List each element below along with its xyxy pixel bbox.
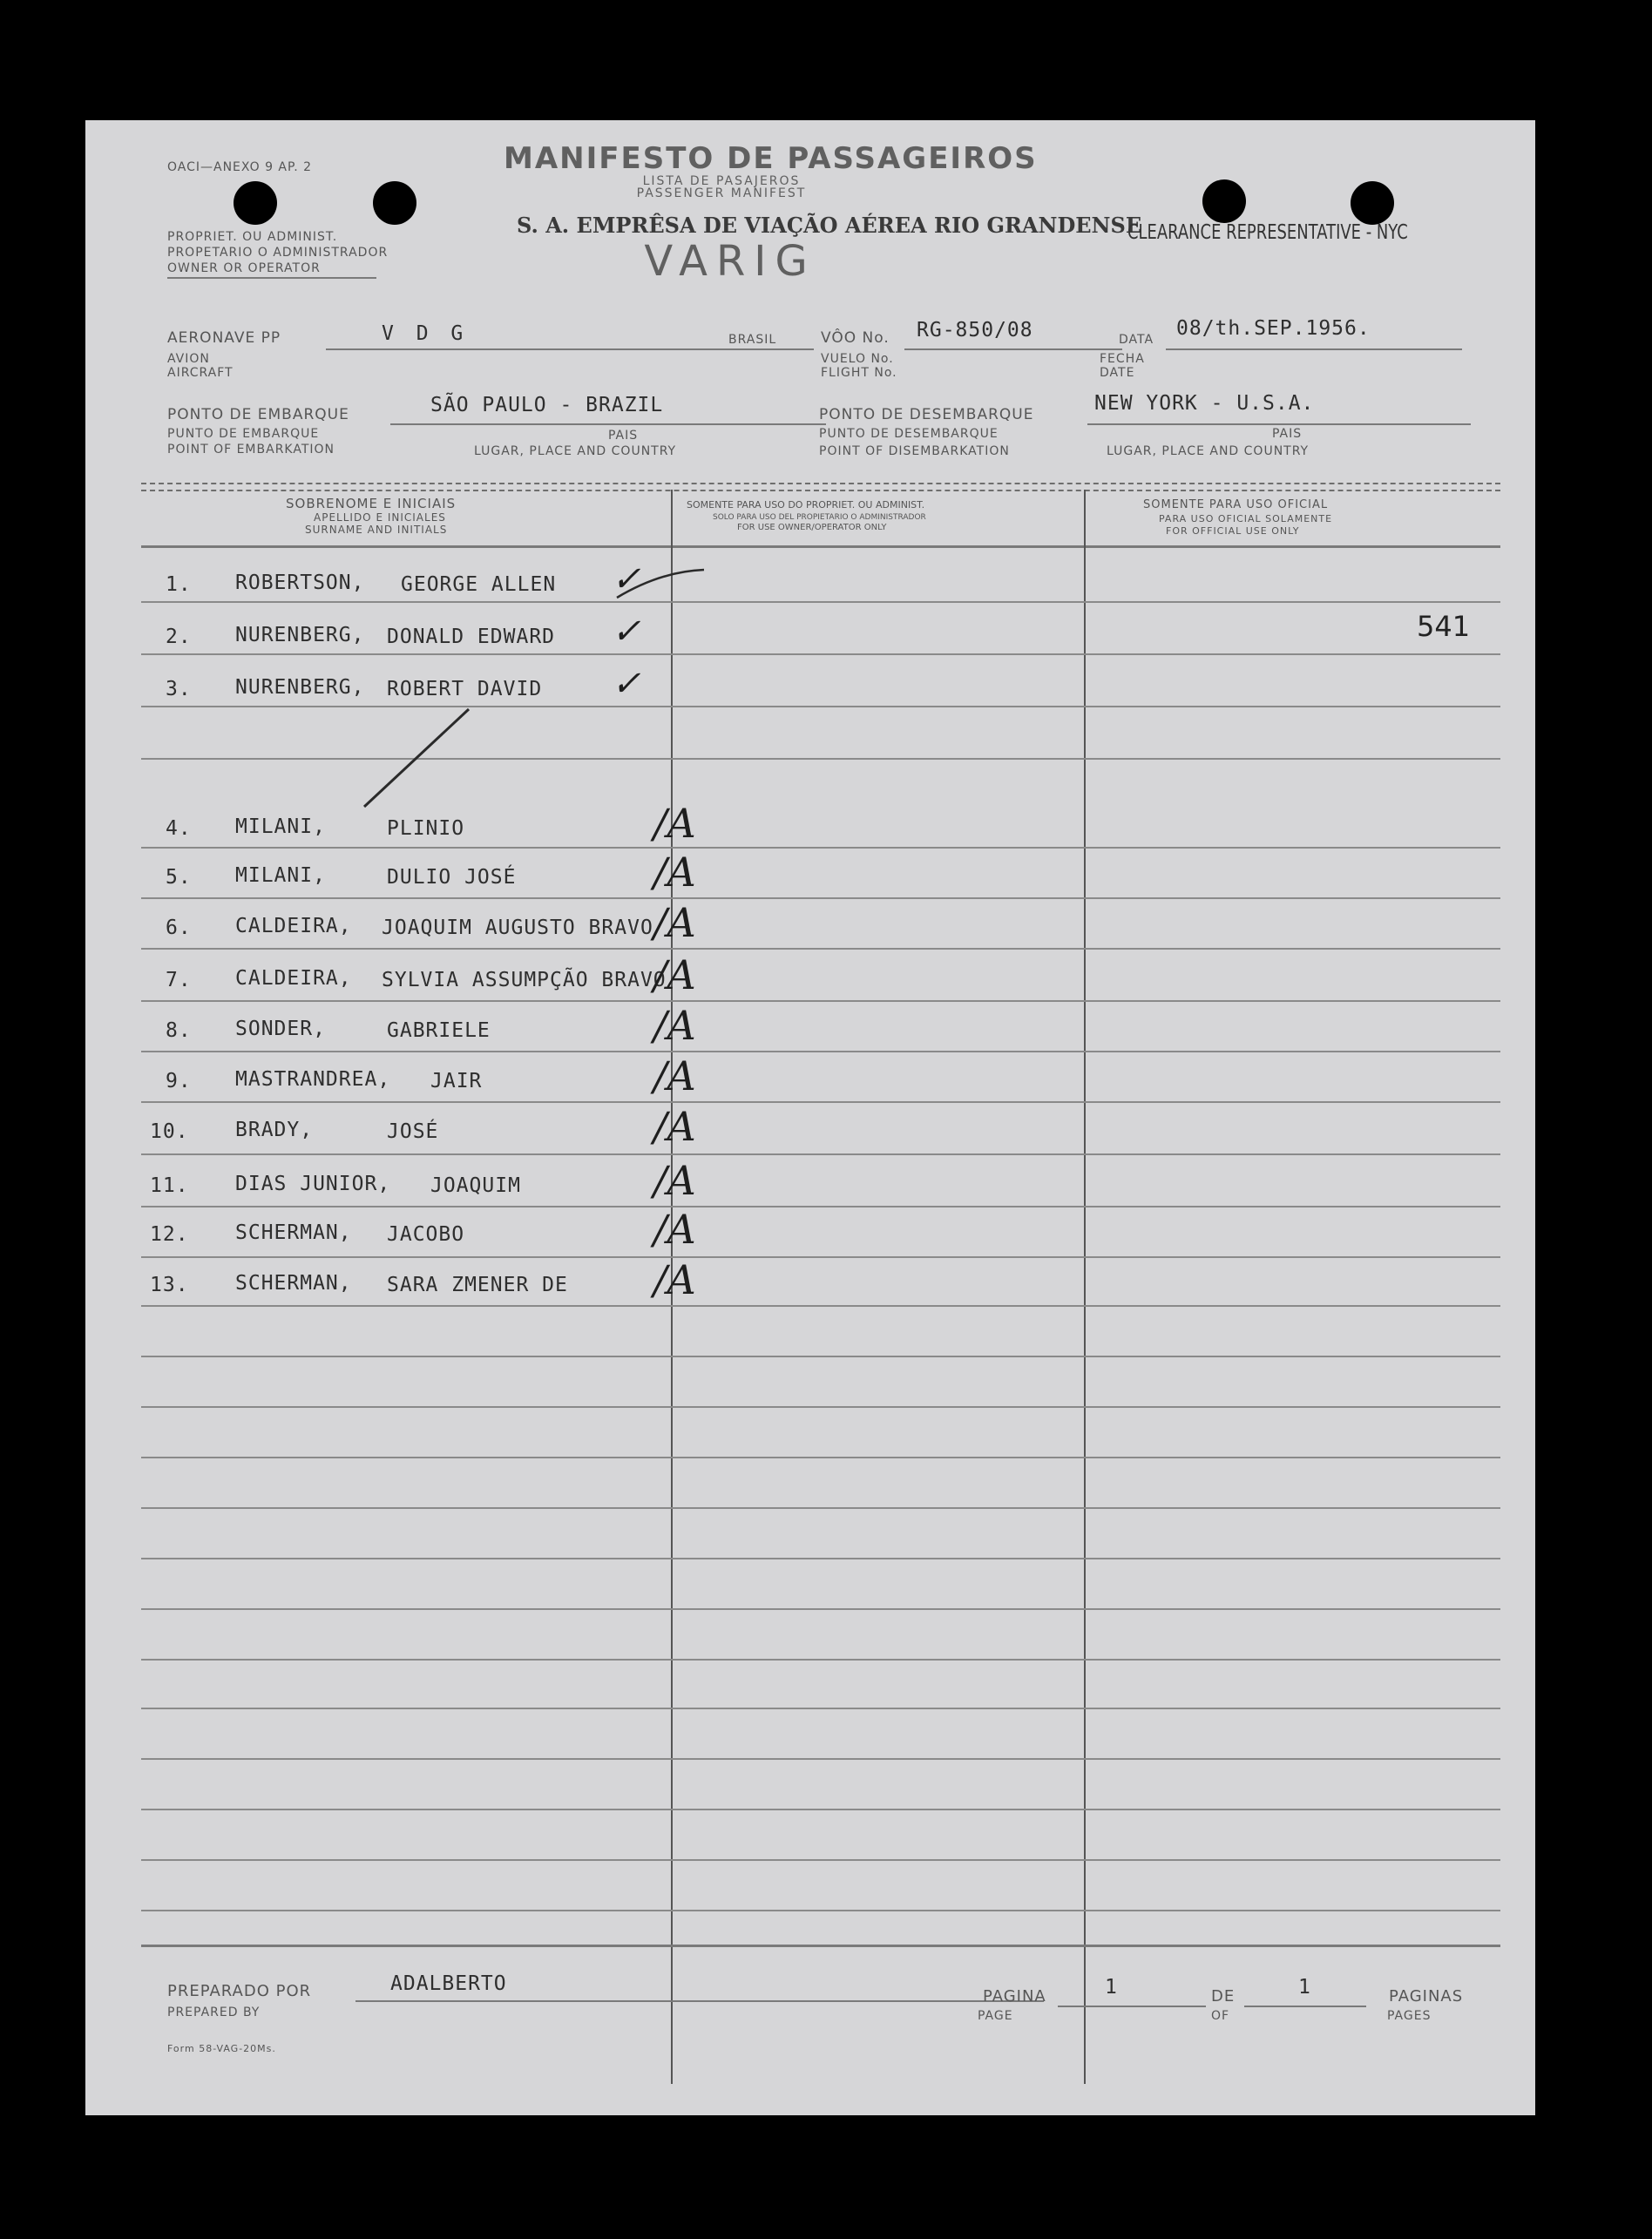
approval-mark: /A: [653, 1256, 696, 1303]
col2-header-pt: SOMENTE PARA USO DO PROPRIET. OU ADMINIST.: [687, 499, 925, 511]
passenger-row: [85, 1206, 1535, 1258]
approval-mark: /A: [653, 951, 696, 998]
passenger-row: [85, 849, 1535, 901]
passenger-surname: DIAS JUNIOR,: [235, 1173, 391, 1195]
row-rule: [141, 1558, 1500, 1559]
passenger-number: 8.: [166, 1019, 192, 1042]
manifest-subtitle-es: LISTA DE PASAJEROS: [642, 174, 801, 188]
passenger-row: [85, 612, 1535, 660]
row-rule: [141, 1406, 1500, 1408]
embark-sub-country: PAIS: [608, 429, 639, 443]
col1-header-en: SURNAME AND INITIALS: [305, 524, 448, 536]
form-code: Form 58-VAG-20Ms.: [167, 2043, 276, 2054]
passenger-row: [85, 899, 1535, 951]
flight-label-en: FLIGHT No.: [821, 366, 897, 380]
aircraft-label-es: AVION: [167, 352, 210, 366]
passenger-number: 2.: [166, 626, 192, 648]
passenger-given-names: DONALD EDWARD: [387, 626, 556, 648]
owner-label-pt: PROPRIET. OU ADMINIST.: [167, 230, 338, 244]
row-rule: [141, 1758, 1500, 1760]
check-mark: ✓: [612, 612, 641, 652]
stamp-number: 541: [1417, 610, 1471, 643]
passenger-surname: ROBERTSON,: [235, 572, 365, 594]
row-rule: [141, 1859, 1500, 1861]
row-rule: [141, 1910, 1500, 1911]
col2-header-es: SOLO PARA USO DEL PROPIETARIO O ADMINISTRADOR: [713, 513, 926, 522]
prepared-label: PREPARADO POR: [167, 1982, 312, 2000]
table-top-rule-1: [141, 483, 1500, 484]
aircraft-label: AERONAVE PP: [167, 329, 281, 347]
passenger-row: [85, 800, 1535, 852]
passenger-row: [85, 664, 1535, 713]
passenger-surname: SCHERMAN,: [235, 1272, 352, 1295]
passenger-given-names: DULIO JOSÉ: [387, 866, 517, 889]
passenger-surname: BRADY,: [235, 1119, 314, 1141]
pages-label: PAGINAS: [1389, 1987, 1464, 2006]
row-rule: [141, 758, 1500, 760]
passenger-surname: SONDER,: [235, 1018, 326, 1040]
disembark-sub-place: LUGAR, PLACE AND COUNTRY: [1107, 444, 1310, 458]
table-header-bottom-rule: [141, 545, 1500, 548]
disembark-label-en: POINT OF DISEMBARKATION: [819, 444, 1010, 458]
passenger-given-names: SYLVIA ASSUMPÇÃO BRAVO: [382, 969, 667, 991]
passenger-row: [85, 1256, 1535, 1309]
col2-header-en: FOR USE OWNER/OPERATOR ONLY: [737, 523, 887, 532]
date-label-es: FECHA: [1100, 352, 1145, 366]
approval-mark: /A: [653, 1052, 696, 1099]
flight-label: VÔO No.: [821, 329, 890, 347]
row-rule: [141, 1659, 1500, 1661]
passenger-given-names: SARA ZMENER DE: [387, 1274, 568, 1296]
page-label-en: PAGE: [978, 2009, 1013, 2023]
col1-header-pt: SOBRENOME E INICIAIS: [286, 496, 457, 511]
passenger-surname: NURENBERG,: [235, 624, 365, 646]
passenger-given-names: JAIR: [430, 1070, 483, 1092]
country-label: BRASIL: [728, 333, 777, 347]
passenger-row: [85, 559, 1535, 608]
date-label: DATA: [1119, 333, 1154, 347]
row-rule: [141, 1608, 1500, 1610]
row-rule: [141, 1809, 1500, 1810]
disembark-value: NEW YORK - U.S.A.: [1094, 392, 1315, 415]
passenger-row: [85, 1052, 1535, 1105]
approval-mark: /A: [653, 849, 696, 896]
passenger-surname: SCHERMAN,: [235, 1221, 352, 1244]
embark-sub-place: LUGAR, PLACE AND COUNTRY: [474, 444, 677, 458]
manifest-sheet: [85, 120, 1535, 2115]
company-name: S. A. EMPRÊSA DE VIAÇÃO AÉREA RIO GRANDENSE: [517, 213, 1142, 238]
date-value: 08/th.SEP.1956.: [1176, 317, 1371, 340]
check-tail-mark: [608, 563, 713, 615]
passenger-number: 10.: [150, 1120, 189, 1143]
embark-label-en: POINT OF EMBARKATION: [167, 443, 335, 457]
passenger-number: 5.: [166, 866, 192, 889]
approval-mark: /A: [653, 800, 696, 847]
col3-header-es: PARA USO OFICIAL SOLAMENTE: [1159, 513, 1333, 524]
table-top-rule-2: [141, 490, 1500, 491]
passenger-given-names: GEORGE ALLEN: [401, 573, 557, 596]
row-rule: [141, 1356, 1500, 1357]
col3-header-en: FOR OFFICIAL USE ONLY: [1166, 525, 1300, 537]
passenger-row: [85, 1002, 1535, 1054]
col3-header-pt: SOMENTE PARA USO OFICIAL: [1143, 498, 1329, 511]
manifest-title: MANIFESTO DE PASSAGEIROS: [504, 141, 1038, 176]
punch-hole-right-1: [1202, 179, 1246, 223]
approval-mark: /A: [653, 1103, 696, 1150]
passenger-given-names: PLINIO: [387, 817, 465, 840]
page-value: 1: [1105, 1976, 1118, 1999]
passenger-number: 7.: [166, 969, 192, 991]
passenger-surname: NURENBERG,: [235, 676, 365, 699]
embark-underline: [390, 423, 826, 425]
row-rule: [141, 1708, 1500, 1709]
passenger-given-names: ROBERT DAVID: [387, 678, 543, 700]
page-underline: [1058, 2006, 1206, 2007]
check-mark: ✓: [612, 664, 641, 704]
passenger-surname: CALDEIRA,: [235, 967, 352, 990]
passenger-number: 4.: [166, 817, 192, 840]
passenger-number: 1.: [166, 573, 192, 596]
row-rule: [141, 1457, 1500, 1458]
col1-header-es: APELLIDO E INICIALES: [314, 511, 446, 524]
of-value: 1: [1298, 1976, 1311, 1999]
owner-label-es: PROPETARIO O ADMINISTRADOR: [167, 246, 389, 260]
punch-hole-left-1: [234, 181, 277, 225]
prepared-underline: [355, 2000, 1044, 2002]
flight-underline: [904, 348, 1122, 350]
disembark-underline: [1087, 423, 1471, 425]
flight-value: RG-850/08: [917, 319, 1033, 342]
flight-label-es: VUELO No.: [821, 352, 894, 366]
embark-label: PONTO DE EMBARQUE: [167, 406, 349, 423]
passenger-surname: MASTRANDREA,: [235, 1068, 391, 1091]
embark-label-es: PUNTO DE EMBARQUE: [167, 427, 320, 441]
passenger-given-names: JOAQUIM AUGUSTO BRAVO: [382, 917, 653, 939]
aircraft-label-en: AIRCRAFT: [167, 366, 234, 380]
approval-mark: /A: [653, 1002, 696, 1049]
passenger-number: 3.: [166, 678, 192, 700]
passenger-row: [85, 951, 1535, 1004]
blank-row-strike: [347, 704, 486, 817]
passenger-number: 13.: [150, 1274, 189, 1296]
passenger-given-names: GABRIELE: [387, 1019, 491, 1042]
pages-label-en: PAGES: [1387, 2009, 1432, 2023]
passenger-given-names: JACOBO: [387, 1223, 465, 1246]
page-label: PAGINA: [983, 1987, 1046, 2006]
prepared-value: ADALBERTO: [390, 1972, 507, 1995]
passenger-number: 6.: [166, 917, 192, 939]
company-short: VARIG: [644, 237, 816, 286]
passenger-given-names: JOSÉ: [387, 1120, 439, 1143]
approval-mark: /A: [653, 899, 696, 946]
aircraft-underline: [326, 348, 814, 350]
table-bottom-rule: [141, 1945, 1500, 1947]
approval-mark: /A: [653, 1206, 696, 1253]
approval-mark: /A: [653, 1157, 696, 1204]
disembark-label: PONTO DE DESEMBARQUE: [819, 406, 1034, 423]
prepared-label-en: PREPARED BY: [167, 2006, 261, 2019]
date-label-en: DATE: [1100, 366, 1135, 380]
check-mark: ✓: [612, 559, 641, 599]
punch-hole-right-2: [1351, 181, 1394, 225]
owner-underline: [167, 277, 376, 279]
punch-hole-left-2: [373, 181, 416, 225]
row-rule: [141, 1507, 1500, 1509]
passenger-number: 12.: [150, 1223, 189, 1246]
of-label: DE: [1211, 1987, 1236, 2006]
aircraft-value: V D G: [382, 322, 469, 345]
disembark-label-es: PUNTO DE DESEMBARQUE: [819, 427, 999, 441]
manifest-subtitle-en: PASSENGER MANIFEST: [636, 186, 807, 200]
date-underline: [1166, 348, 1462, 350]
passenger-surname: CALDEIRA,: [235, 915, 352, 937]
annex-label: OACI—ANEXO 9 AP. 2: [167, 160, 313, 174]
passenger-number: 11.: [150, 1174, 189, 1197]
embark-value: SÃO PAULO - BRAZIL: [430, 394, 664, 416]
passenger-row: [85, 1103, 1535, 1155]
clearance-stamp: CLEARANCE REPRESENTATIVE - NYC: [1127, 221, 1408, 244]
passenger-given-names: JOAQUIM: [430, 1174, 521, 1197]
passenger-number: 9.: [166, 1070, 192, 1092]
owner-label-en: OWNER OR OPERATOR: [167, 261, 321, 275]
of-underline: [1244, 2006, 1366, 2007]
disembark-sub-country: PAIS: [1272, 427, 1303, 441]
passenger-surname: MILANI,: [235, 864, 326, 887]
passenger-row: [85, 1157, 1535, 1209]
passenger-surname: MILANI,: [235, 815, 326, 838]
of-label-en: OF: [1211, 2009, 1230, 2023]
